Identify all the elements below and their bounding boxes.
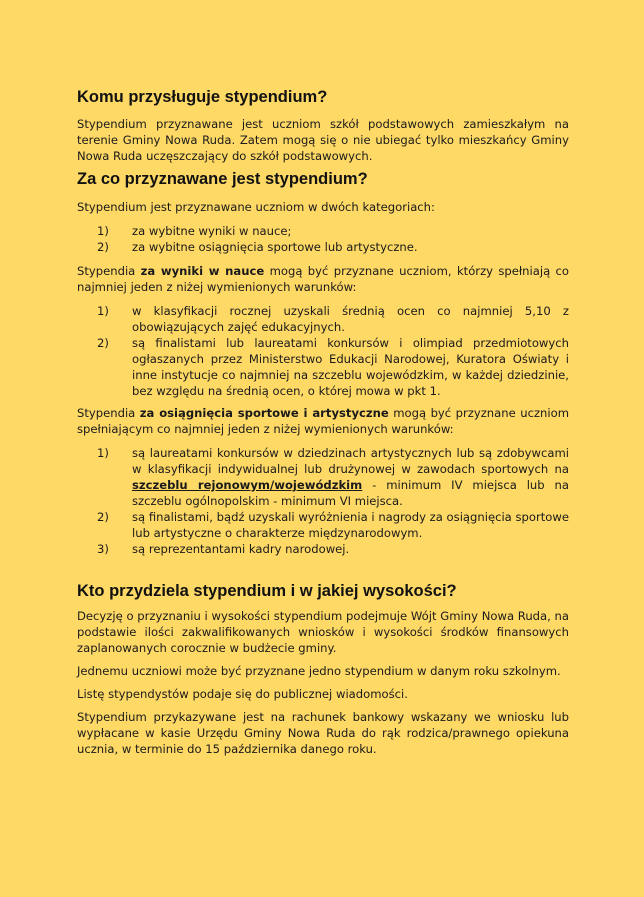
document-content	[77, 87, 569, 757]
list-number: 2)	[97, 336, 109, 350]
text-run: Stypendia	[77, 406, 140, 420]
text-run: mogą być przyznane uczniom spełniającym co najmniej jeden z niżej wymienionych warunków:	[77, 406, 569, 436]
list-number: 2)	[97, 510, 109, 524]
list-text: w klasyfikacji rocznej uzyskali średnią ocen co najmniej 5,10 z obowiązujących zajęć edukacyjnych.	[132, 304, 569, 334]
paragraph-wyniki	[77, 263, 569, 295]
list-item	[97, 541, 569, 557]
paragraph-kategorie-intro: Stypendium jest przyznawane uczniom w dwóch kategoriach:	[77, 200, 435, 214]
underlined-text: szczeblu rejonowym/wojewódzkim	[132, 478, 363, 492]
wyniki-conditions-list	[77, 303, 569, 399]
list-text: - minimum IV miejsca lub na szczeblu ogólnopolskim - minimum VI miejsca.	[132, 478, 569, 508]
paragraph-decyzja: Decyzję o przyznaniu i wysokości stypendium podejmuje Wójt Gminy Nowa Ruda, na podstawie ilości zakwalifikowanych wniosków i wysokości środków finansowych zaplanowanych corocznie w budżecie gminy.	[77, 609, 569, 655]
paragraph-lista: Listę stypendystów podaje się do publicznej wiadomości.	[77, 687, 408, 701]
list-text: są laureatami konkursów w dziedzinach artystycznych lub są zdobywcami w klasyfikacji indywidualnej lub drużynowej w zawodach sportowych na	[132, 446, 569, 476]
paragraph-przekazywanie: Stypendium przykazywane jest na rachunek bankowy wskazany we wniosku lub wypłacane w kasie Urzędu Gminy Nowa Ruda do rąk rodzica/prawnego opiekuna ucznia, w terminie do 15 października danego roku.	[77, 710, 569, 756]
categories-list	[77, 223, 569, 255]
list-item	[97, 303, 569, 335]
paragraph-jedno-stypendium: Jednemu uczniowi może być przyznane jedno stypendium w danym roku szkolnym.	[77, 664, 561, 678]
list-number: 1)	[97, 304, 109, 318]
list-number: 1)	[97, 446, 109, 460]
bold-text: za osiągnięcia sportowe i artystyczne	[139, 406, 389, 420]
list-item	[97, 239, 569, 255]
list-item	[97, 335, 569, 399]
list-text: za wybitne wyniki w nauce;	[132, 224, 292, 238]
text-run: Stypendia	[77, 264, 141, 278]
list-number: 3)	[97, 542, 109, 556]
list-text: za wybitne osiągnięcia sportowe lub artystyczne.	[132, 240, 418, 254]
sport-conditions-list	[77, 445, 569, 557]
list-number: 1)	[97, 224, 109, 238]
heading-za-co: Za co przyznawane jest stypendium?	[77, 170, 368, 188]
list-item	[97, 223, 569, 239]
list-number: 2)	[97, 240, 109, 254]
list-text: są finalistami lub laureatami konkursów i olimpiad przedmiotowych ogłaszanych przez Ministerstwo Edukacji Narodowej, Kuratora Oświaty i inne instytucje co najmniej na szczeblu wojewódzkim, w każdej dziedzinie, bez względu na średnią ocen, o której mowa w pkt 1.	[132, 336, 569, 398]
heading-komu: Komu przysługuje stypendium?	[77, 88, 328, 106]
paragraph-sport	[77, 405, 569, 437]
heading-kto: Kto przydziela stypendium i w jakiej wysokości?	[77, 582, 457, 600]
list-text: są reprezentantami kadry narodowej.	[132, 542, 350, 556]
list-item	[97, 509, 569, 541]
text-run: mogą być przyznane uczniom, którzy spełniają co najmniej jeden z niżej wymienionych warunków:	[77, 264, 569, 294]
list-item	[97, 445, 569, 509]
bold-text: za wyniki w nauce	[140, 264, 265, 278]
paragraph-komu: Stypendium przyznawane jest uczniom szkół podstawowych zamieszkałym na terenie Gminy Nowa Ruda. Zatem mogą się o nie ubiegać tylko mieszkańcy Gminy Nowa Ruda uczęszczający do szkół podstawowych.	[77, 117, 569, 163]
list-text: są finalistami, bądź uzyskali wyróżnienia i nagrody za osiągnięcia sportowe lub artystyczne o charakterze międzynarodowym.	[132, 510, 569, 540]
